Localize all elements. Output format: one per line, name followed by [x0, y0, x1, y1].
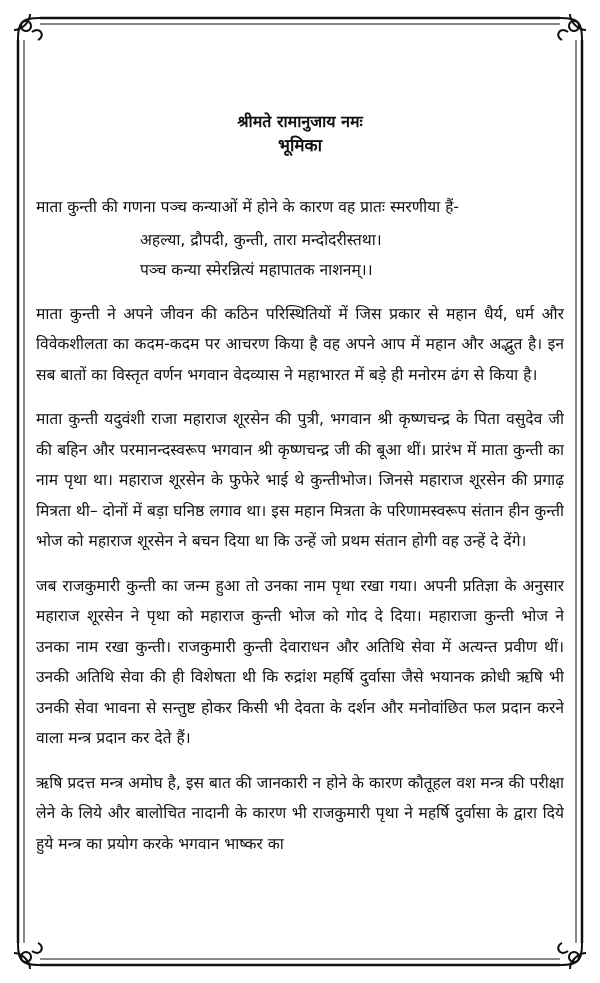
paragraph-2: माता कुन्ती यदुवंशी राजा महाराज शूरसेन की पुत्री, भगवान श्री कृष्णचन्द्र के पिता वसुदेव जी की बहिन और परमानन्दस्वरूप भगवान श्री कृष्णचन्द्र जी की बूआ थीं। प्रारंभ में माता कुन्ती का नाम पृथा था। महाराज शूरसेन के फुफेरे भाई थे कुन्तीभोज। जिनसे महाराज शूरसेन की प्रगाढ़ मित्रता थी– दोनों में बड़ा घनिष्ठ लगाव था। इस महान मित्रता के परिणामस्वरूप संतान हीन कुन्ती भोज को महाराज शूरसेन ने बचन दिया था कि उन्हें जो प्रथम संतान होगी वह उन्हें दे देंगे। [36, 410, 564, 550]
page-header [36, 110, 564, 158]
invocation-line: श्रीमते रामानुजाय नमः [237, 112, 363, 131]
page-content [36, 30, 564, 950]
verse-line-2: पञ्च कन्या स्मेरन्नित्यं महापातक नाशनम्।। [140, 260, 373, 279]
paragraph-4: ऋषि प्रदत्त मन्त्र अमोघ है, इस बात की जानकारी न होने के कारण कौतूहल वश मन्त्र की परीक्षा लेने के लिये और बालोचित नादानी के कारण भी राजकुमारी पृथा ने महर्षि दुर्वासा के द्वारा दिये हुये मन्त्र का प्रयोग करके भगवान भाष्कर का [36, 773, 564, 853]
paragraph-3: जब राजकुमारी कुन्ती का जन्म हुआ तो उनका नाम पृथा रखा गया। अपनी प्रतिज्ञा के अनुसार महाराज शूरसेन ने पृथा को महाराज कुन्ती भोज को गोद दे दिया। महाराजा कुन्ती भोज ने उनका नाम रखा कुन्ती। राजकुमारी कुन्ती देवाराधन और अतिथि सेवा में अत्यन्त प्रवीण थीं। उनकी अतिथि सेवा की ही विशेषता थी कि रुद्रांश महर्षि दुर्वासा जैसे भयानक क्रोधी ऋषि भी उनकी सेवा भावना से सन्तुष्ट होकर किसी भी देवता के दर्शन और मनोवांछित फल प्रदान करने वाला मन्त्र प्रदान कर देते हैं। [36, 576, 564, 747]
verse-line-1: अहल्या, द्रौपदी, कुन्ती, तारा मन्दोदरीस्तथा। [140, 230, 382, 249]
paragraph-1: माता कुन्ती ने अपने जीवन की कठिन परिस्थितियों में जिस प्रकार से महान धैर्य, धर्म और विवेकशीलता का कदम-कदम पर आचरण किया है वह अपने आप में महान और अद्भुत है। इन सब बातों का विस्तृत वर्णन भगवान वेदव्यास ने महाभारत में बड़े ही मनोरम ढंग से किया है। [36, 304, 564, 384]
intro-line: माता कुन्ती की गणना पञ्च कन्याओं में होने के कारण वह प्रातः स्मरणीया हैं- [36, 198, 460, 216]
verse-block [36, 225, 564, 285]
page-title: भूमिका [278, 136, 322, 156]
